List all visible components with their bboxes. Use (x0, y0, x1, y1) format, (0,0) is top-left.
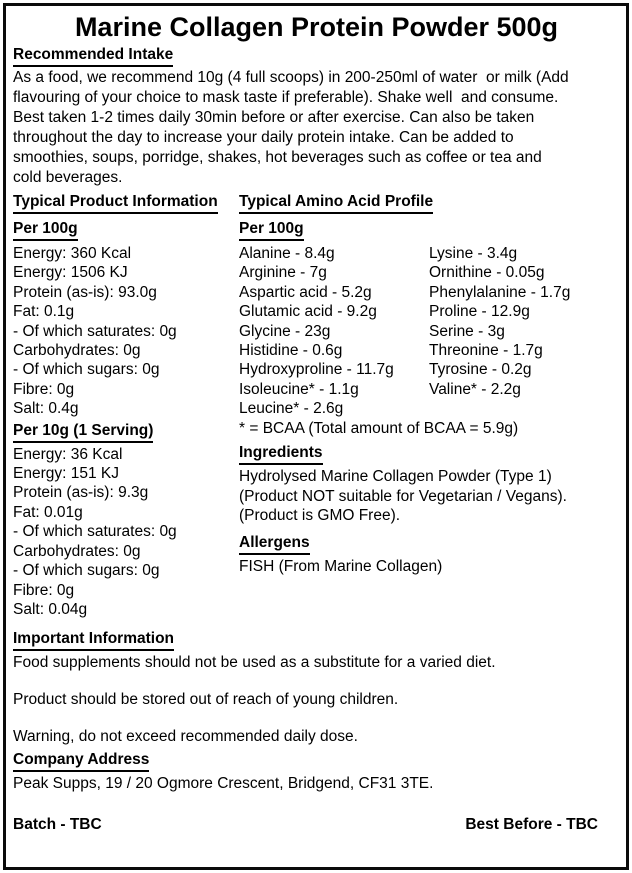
recommended-intake-heading: Recommended Intake (13, 44, 173, 67)
company-address-text: Peak Supps, 19 / 20 Ogmore Crescent, Bridgend, CF31 3TE. (13, 775, 434, 793)
bcaa-note: * = BCAA (Total amount of BCAA = 5.9g) (239, 419, 519, 437)
nutrition-item-per10g: - Of which saturates: 0g (13, 523, 177, 541)
amino-item: Alanine - 8.4g (239, 245, 335, 262)
recommended-intake-line: flavouring of your choice to mask taste if preferable). Shake well and consume. (13, 89, 559, 106)
nutrition-item-per10g: Energy: 36 Kcal (13, 445, 123, 463)
info-columns (13, 191, 620, 619)
amino-item: Hydroxyproline - 11.7g (239, 361, 394, 379)
per-10g-list (13, 445, 239, 620)
amino-item: Tyrosine - 0.2g (429, 361, 532, 379)
nutrition-item-per100g: Salt: 0.4g (13, 400, 79, 418)
ingredients-heading: Ingredients (239, 442, 323, 465)
product-title: Marine Collagen Protein Powder 500g (74, 12, 559, 42)
company-address-heading: Company Address (13, 749, 149, 772)
amino-item: Glutamic acid - 9.2g (239, 303, 377, 321)
nutrition-item-per100g: - Of which sugars: 0g (13, 361, 160, 379)
nutrition-item-per10g: Protein (as-is): 9.3g (13, 484, 149, 502)
amino-item: Serine - 3g (429, 322, 505, 340)
amino-ingredients-column (239, 191, 620, 619)
amino-item: Histidine - 0.6g (239, 342, 343, 360)
nutrition-item-per100g: Fibre: 0g (13, 380, 75, 398)
amino-item: Lysine - 3.4g (429, 245, 518, 262)
amino-acid-list (239, 244, 620, 419)
important-info-heading: Important Information (13, 628, 174, 651)
batch-label: Batch - TBC (13, 816, 102, 834)
nutrition-item-per100g: Fat: 0.1g (13, 303, 75, 321)
ingredients-line: (Product NOT suitable for Vegetarian / Vegans). (239, 487, 567, 505)
batch-row (13, 815, 620, 835)
important-info-line: Food supplements should not be used as a substitute for a varied diet. (13, 654, 496, 672)
ingredients-line: (Product is GMO Free). (239, 507, 401, 525)
amino-item: Leucine* - 2.6g (239, 400, 344, 418)
nutrition-item-per10g: Carbohydrates: 0g (13, 542, 141, 560)
nutrition-item-per100g: Energy: 1506 KJ (13, 264, 128, 282)
amino-item: Arginine - 7g (239, 264, 327, 282)
nutrition-item-per100g: - Of which saturates: 0g (13, 322, 177, 340)
allergens-text: FISH (From Marine Collagen) (239, 558, 443, 576)
amino-item: Glycine - 23g (239, 322, 331, 340)
amino-item: Aspartic acid - 5.2g (239, 283, 372, 301)
important-info-line: Product should be stored out of reach of young children. (13, 691, 399, 709)
nutrition-item-per100g: Carbohydrates: 0g (13, 342, 141, 360)
nutrition-item-per100g: Energy: 360 Kcal (13, 245, 132, 262)
amino-item: Proline - 12.9g (429, 303, 530, 321)
nutrition-item-per10g: - Of which sugars: 0g (13, 562, 160, 580)
amino-item: Isoleucine* - 1.1g (239, 380, 359, 398)
ingredients-line: Hydrolysed Marine Collagen Powder (Type 1) (239, 468, 552, 486)
allergens-heading: Allergens (239, 532, 310, 555)
important-info-line: Warning, do not exceed recommended daily dose. (13, 728, 358, 746)
ingredients-text (239, 467, 620, 525)
nutrition-item-per10g: Salt: 0.04g (13, 600, 88, 618)
nutrition-item-per10g: Fat: 0.01g (13, 503, 83, 521)
amino-item: Valine* - 2.2g (429, 380, 521, 398)
important-info-section (13, 628, 620, 747)
nutrition-item-per10g: Fibre: 0g (13, 581, 75, 599)
per-100g-list (13, 244, 239, 419)
per-100g-heading: Per 100g (13, 218, 78, 241)
recommended-intake-line: throughout the day to increase your daily protein intake. Can be added to (13, 129, 514, 146)
amino-item: Threonine - 1.7g (429, 342, 543, 360)
recommended-intake-section (13, 44, 620, 67)
amino-profile-heading: Typical Amino Acid Profile (239, 191, 433, 214)
best-before-label: Best Before - TBC (465, 816, 598, 834)
amino-item: Ornithine - 0.05g (429, 264, 545, 282)
nutrition-item-per100g: Protein (as-is): 93.0g (13, 283, 157, 301)
label-border (3, 3, 629, 870)
recommended-intake-line: Best taken 1-2 times daily 30min before or after exercise. Can also be taken (13, 109, 535, 126)
nutrition-item-per10g: Energy: 151 KJ (13, 465, 119, 483)
amino-item: Phenylalanine - 1.7g (429, 283, 571, 301)
recommended-intake-text (13, 68, 620, 188)
product-info-column (13, 191, 239, 619)
recommended-intake-line: smoothies, soups, porridge, shakes, hot beverages such as coffee or tea and (13, 149, 542, 166)
recommended-intake-line: cold beverages. (13, 169, 123, 186)
per-10g-heading: Per 10g (1 Serving) (13, 420, 153, 443)
amino-per-100g-heading: Per 100g (239, 218, 304, 241)
product-info-heading: Typical Product Information (13, 191, 218, 214)
recommended-intake-line: As a food, we recommend 10g (4 full scoops) in 200-250ml of water or milk (Add (13, 69, 569, 86)
